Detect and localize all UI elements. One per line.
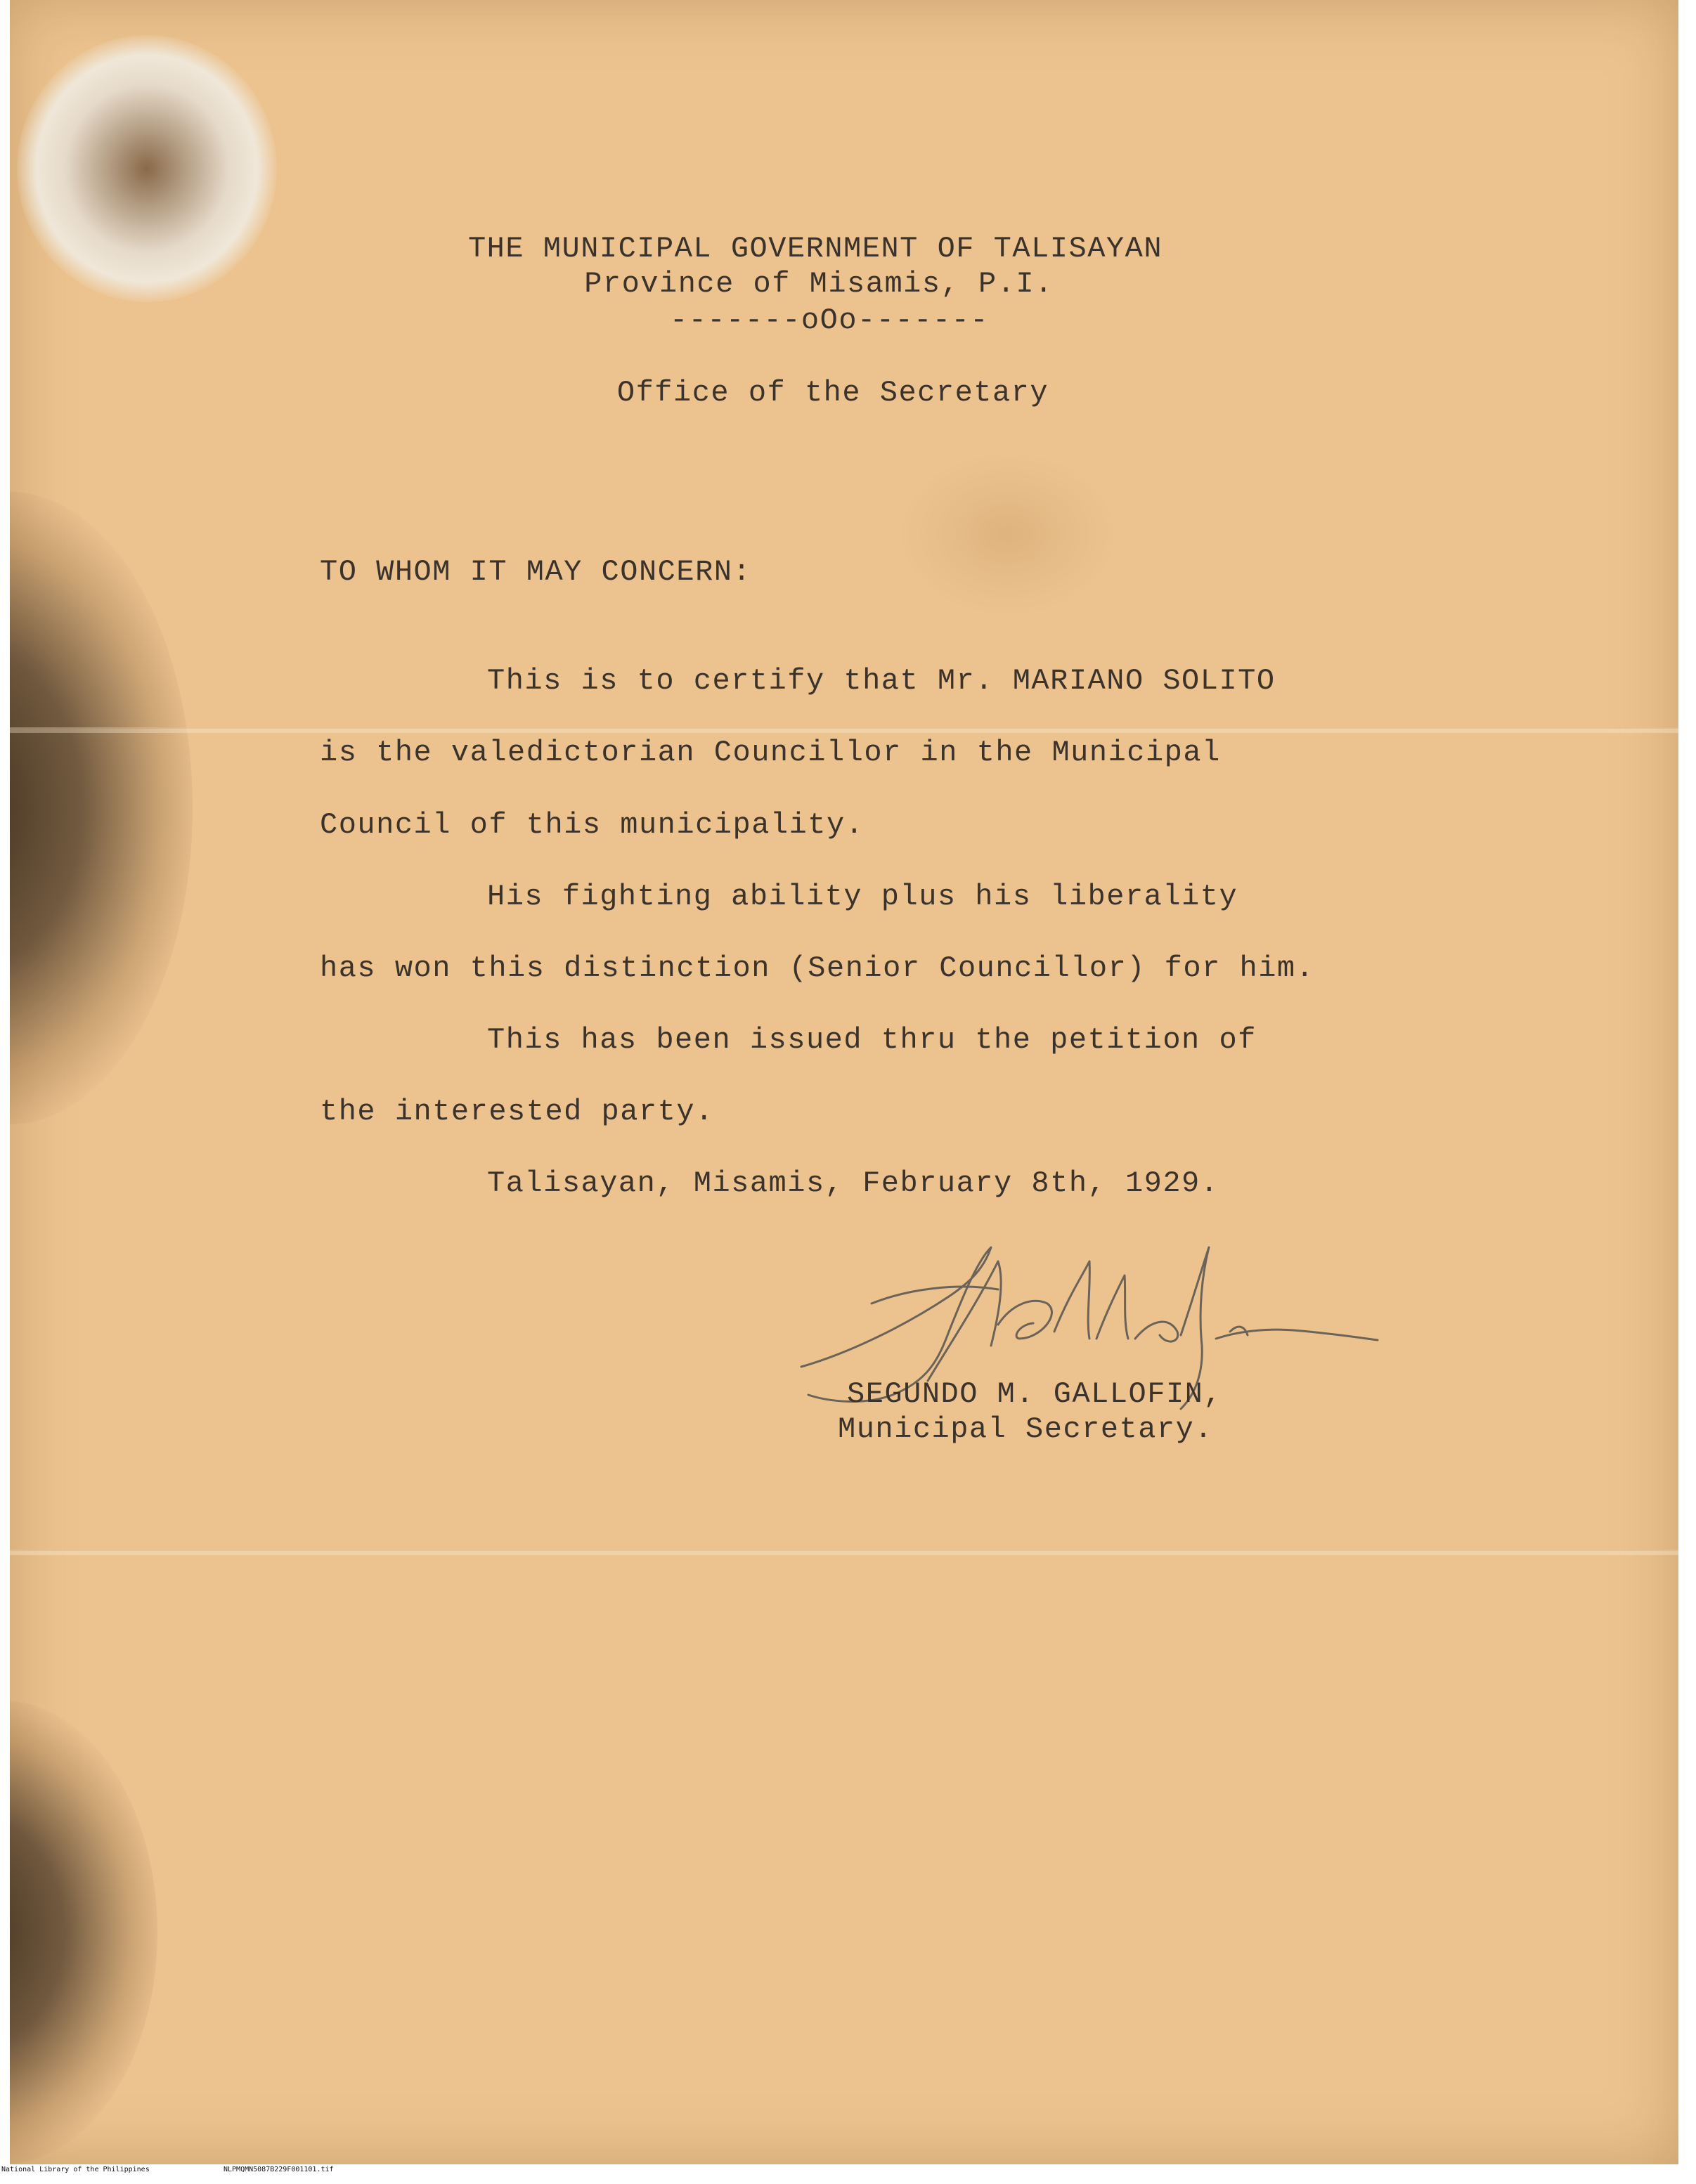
footer-credit: National Library of the Philippines [1, 2166, 150, 2173]
signatory-name: SEGUNDO M. GALLOFIN, [847, 1377, 1223, 1411]
header-divider: -------oOo------- [670, 304, 989, 337]
body-line-1: This is to certify that Mr. MARIANO SOLITO [487, 664, 1276, 698]
burn-mark-lower [10, 1701, 157, 2164]
government-heading: THE MUNICIPAL GOVERNMENT OF TALISAYAN [467, 232, 1163, 266]
body-line-5: has won this distinction (Senior Councillor) for him. [320, 951, 1315, 985]
body-line-4: His fighting ability plus his liberality [487, 880, 1238, 914]
body-line-7: the interested party. [320, 1095, 714, 1129]
water-stain [895, 450, 1120, 618]
salutation: TO WHOM IT MAY CONCERN: [320, 555, 752, 589]
fold-line-lower [10, 1549, 1678, 1555]
signatory-title: Municipal Secretary. [838, 1412, 1214, 1446]
body-line-3: Council of this municipality. [320, 808, 865, 842]
torn-corner-stain [17, 35, 277, 302]
body-line-2: is the valedictorian Councillor in the Municipal [320, 736, 1221, 769]
province-line: Province of Misamis, P.I. [584, 267, 1054, 301]
fold-line-upper [10, 727, 1678, 733]
footer-filename: NLPMQMN5087B229F001101.tif [224, 2166, 334, 2173]
office-title: Office of the Secretary [616, 376, 1049, 410]
body-line-6: This has been issued thru the petition of [487, 1023, 1257, 1057]
date-line: Talisayan, Misamis, February 8th, 1929. [487, 1166, 1219, 1200]
burn-mark-upper [10, 492, 193, 1124]
